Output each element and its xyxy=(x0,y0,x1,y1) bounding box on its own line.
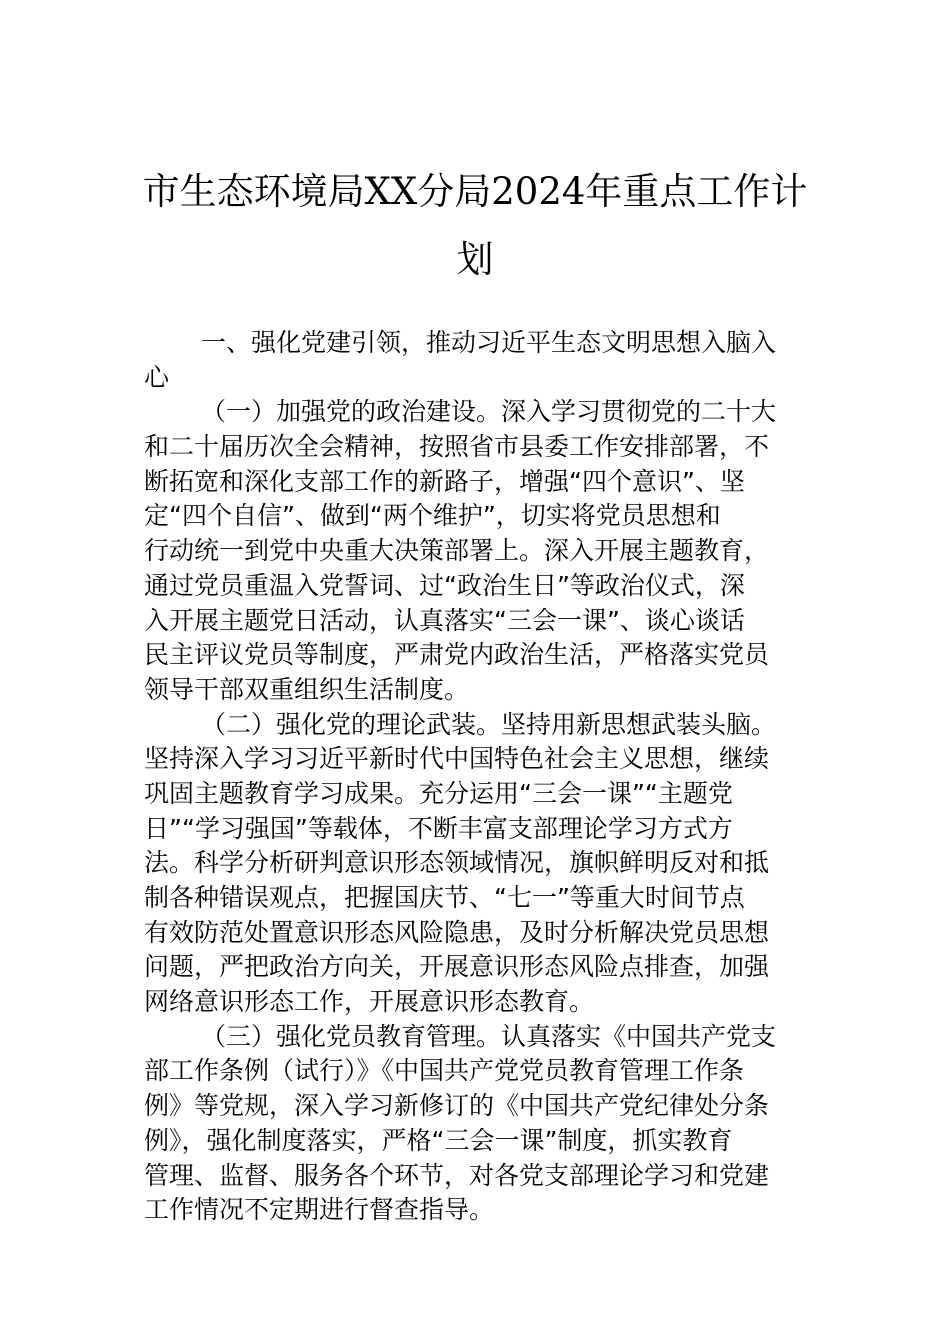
paragraph-line: 巩固主题教育学习成果。充分运用“三会一课”“主题党 xyxy=(144,778,733,808)
section-heading-line: 心 xyxy=(144,362,170,392)
paragraph-line: 有效防范处置意识形态风险隐患，及时分析解决党员思想 xyxy=(144,917,770,947)
paragraph-line: 和二十届历次全会精神，按照省市县委工作安排部署，不 xyxy=(144,432,770,462)
paragraph-line: 例》，强化制度落实，严格“三会一课”制度，抓实教育 xyxy=(144,1125,733,1155)
paragraph-line: 法。科学分析研判意识形态领域情况，旗帜鲜明反对和抵 xyxy=(144,848,770,878)
paragraph-line: 断拓宽和深化支部工作的新路子，增强“四个意识”、坚 xyxy=(144,466,745,496)
title-line-2: 划 xyxy=(456,238,494,281)
document-title xyxy=(140,158,810,294)
paragraph-line: 管理、监督、服务各个环节，对各党支部理论学习和党建 xyxy=(144,1160,770,1190)
paragraph-line: 问题，严把政治方向关，开展意识形态风险点排查，加强 xyxy=(144,952,770,982)
document-body xyxy=(144,326,808,1228)
paragraph-line: 坚持深入学习习近平新时代中国特色社会主义思想，继续 xyxy=(144,744,770,774)
paragraph-line: （三）强化党员教育管理。认真落实《中国共产党支 xyxy=(201,1021,777,1051)
paragraph-line: 通过党员重温入党誓词、过“政治生日”等政治仪式，深 xyxy=(144,570,745,600)
section-heading-line: 一、强化党建引领，推动习近平生态文明思想入脑入 xyxy=(201,328,777,357)
title-line-1: 市生态环境局XX分局2024年重点工作计 xyxy=(142,170,808,213)
paragraph-line: 制各种错误观点，把握国庆节、“七一”等重大时间节点 xyxy=(144,883,745,912)
paragraph-line: 定“四个自信”、做到“两个维护”，切实将党员思想和 xyxy=(144,501,721,531)
paragraph-line: 工作情况不定期进行督查指导。 xyxy=(144,1195,495,1225)
paragraph-line: 日”“学习强国”等载体，不断丰富支部理论学习方式方 xyxy=(144,813,733,843)
paragraph-line: 民主评议党员等制度，严肃党内政治生活，严格落实党员 xyxy=(144,640,770,670)
paragraph-line: 领导干部双重组织生活制度。 xyxy=(144,674,470,704)
paragraph-line: 例》等党规，深入学习新修订的《中国共产党纪律处分条 xyxy=(144,1091,770,1121)
paragraph-line: （二）强化党的理论武装。坚持用新思想武装头脑。 xyxy=(201,709,777,739)
paragraph-line: 入开展主题党日活动，认真落实“三会一课”、谈心谈话 xyxy=(144,605,745,635)
paragraph-line: 部工作条例（试行）》《中国共产党党员教育管理工作条 xyxy=(144,1056,745,1086)
paragraph-line: 网络意识形态工作，开展意识形态教育。 xyxy=(144,987,595,1017)
paragraph-line: （一）加强党的政治建设。深入学习贯彻党的二十大 xyxy=(201,397,777,427)
paragraph-line: 行动统一到党中央重大决策部署上。深入开展主题教育， xyxy=(144,536,770,566)
